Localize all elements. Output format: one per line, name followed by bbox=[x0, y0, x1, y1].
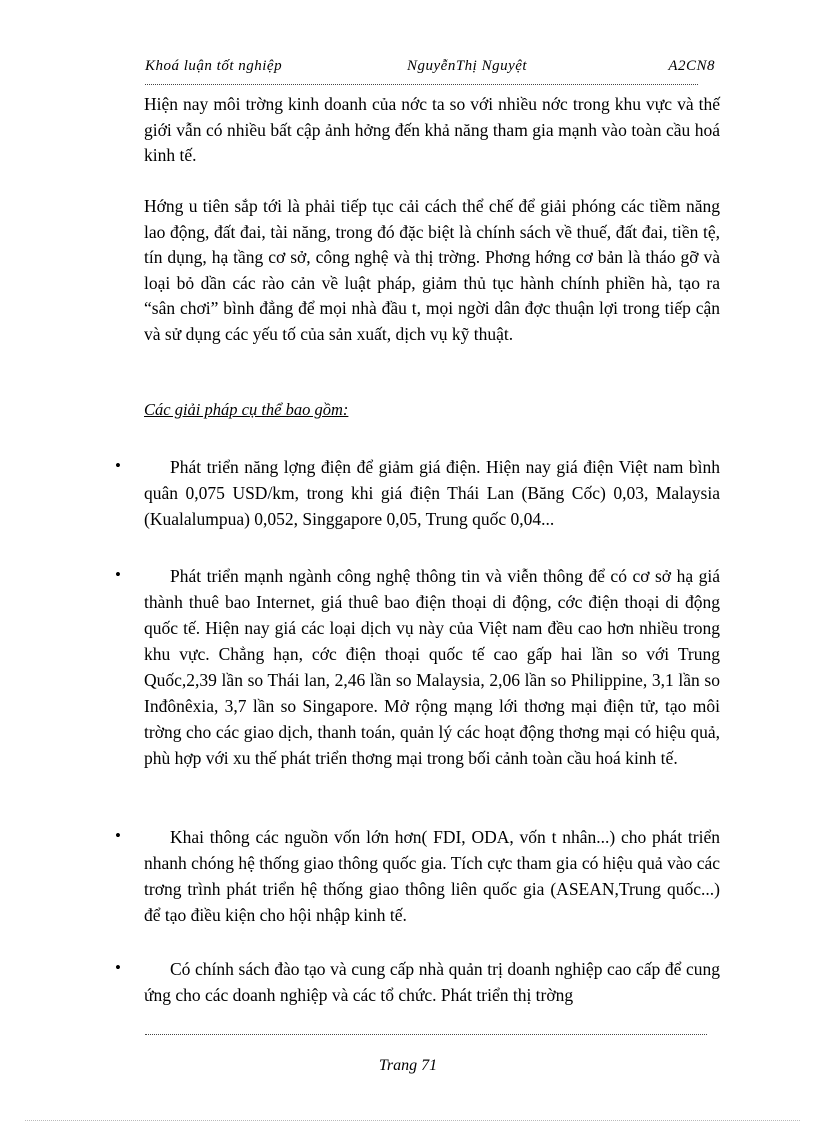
body-paragraph-1: Hiện nay môi trờng kinh doanh của nớc ta so với nhiều nớc trong khu vực và thế giới vẫn có nhiều bất cập ảnh hởng đến khả năng tham gia mạnh vào toàn cầu hoá kinh tế. bbox=[144, 94, 720, 165]
bullet-icon: • bbox=[115, 826, 121, 845]
body-paragraph-2: Hớng u tiên sắp tới là phải tiếp tục cải cách thể chế để giải phóng các tiềm năng lao động, đất đai, tài năng, trong đó đặc biệt là chính sách về thuế, đất đai, tiền tệ, tín dụng, hạ tầng cơ sở, công nghệ và thị trờng. Phơng hớng cơ bản là tháo gỡ và loại bỏ dần các rào cản về luật pháp, giảm thủ tục hành chính phiền hà, tạo ra “sân chơi” bình đẳng để mọi nhà đầu t, mọi ngời dân đợc thuận lợi trong tiếp cận và sử dụng các yếu tố của sản xuất, dịch vụ kỹ thuật. bbox=[144, 196, 720, 344]
bullet-icon: • bbox=[115, 456, 121, 475]
header-thesis-label: Khoá luận tốt nghiệp bbox=[145, 58, 283, 74]
page-header bbox=[145, 58, 715, 80]
bullet-text-3: Khai thông các nguồn vốn lớn hơn( FDI, ODA, vốn t nhân...) cho phát triển nhanh chóng hệ thống giao thông quốc gia. Tích cực tham gia có hiệu quả vào các trơng trình phát triển hệ thống giao thông liên quốc gia (ASEAN,Trung quốc...) để tạo điều kiện cho hội nhập kinh tế. bbox=[144, 827, 720, 925]
bullet-text-2: Phát triển mạnh ngành công nghệ thông tin và viễn thông để có cơ sở hạ giá thành thuê bao Internet, giá thuê bao điện thoại di động, cớc điện thoại di động quốc tế. Hiện nay giá các loại dịch vụ này của Việt nam đều cao hơn nhiều trong khu vực. Chẳng hạn, cớc điện thoại quốc tế cao gấp hai lần so với Trung Quốc,2,39 lần so Thái lan, 2,46 lần so Malaysia, 2,06 lần so Philippine, 3,1 lần so Inđônêxia, 3,7 lần so Singapore. Mở rộng mạng lới thơng mại điện tử, tạo môi trờng cho các giao dịch, thanh toán, quản lý các hoạt động thơng mại có hiệu quả, phù hợp với xu thế phát triển thơng mại trong bối cảnh toàn cầu hoá kinh tế. bbox=[144, 566, 720, 768]
page-number: Trang 71 bbox=[378, 1057, 438, 1074]
header-author-name: NguyễnThị Nguyệt bbox=[407, 58, 528, 74]
bullet-icon: • bbox=[115, 958, 121, 977]
bullet-icon: • bbox=[115, 565, 121, 584]
footer-dotted-divider bbox=[145, 1034, 707, 1035]
bullet-text-4: Có chính sách đào tạo và cung cấp nhà quản trị doanh nghiệp cao cấp để cung ứng cho các doanh nghiệp và các tổ chức. Phát triển thị trờng bbox=[144, 959, 720, 1005]
header-dotted-divider bbox=[145, 84, 698, 85]
header-class-code: A2CN8 bbox=[668, 58, 715, 74]
page-bottom-edge bbox=[25, 1120, 800, 1121]
solutions-subheading: Các giải pháp cụ thể bao gồm: bbox=[144, 400, 349, 419]
bullet-text-1: Phát triển năng lợng điện để giảm giá điện. Hiện nay giá điện Việt nam bình quân 0,075 USD/km, trong khi giá điện Thái Lan (Băng Cốc) 0,03, Malaysia (Kualalumpua) 0,052, Singgapore 0,05, Trung quốc 0,04... bbox=[144, 457, 720, 529]
